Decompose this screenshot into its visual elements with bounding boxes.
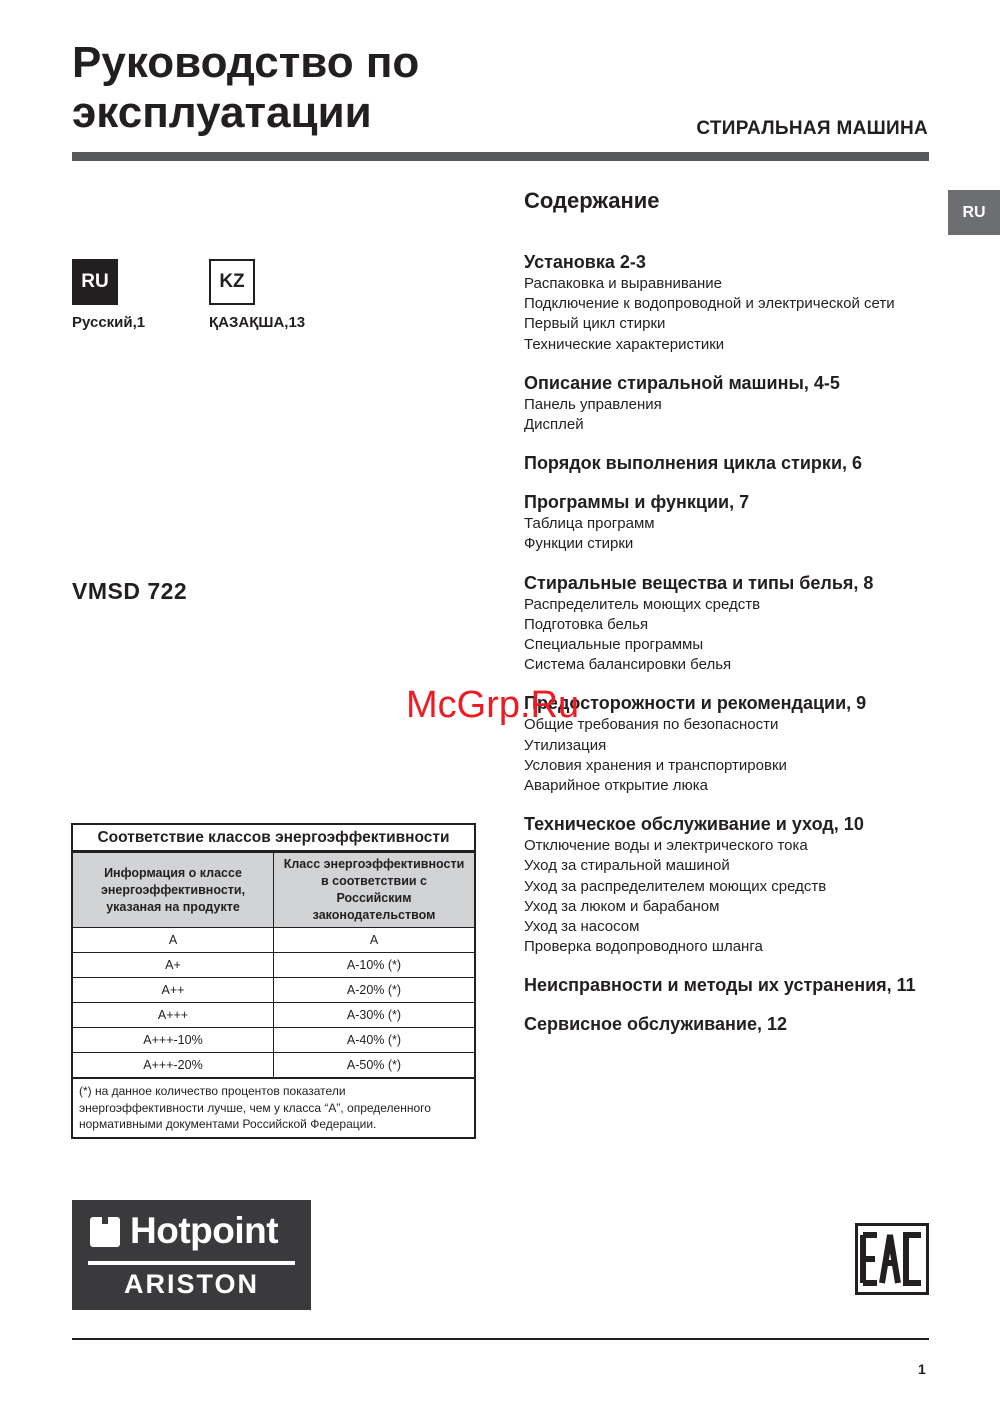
header-rule: [72, 152, 929, 161]
toc-item[interactable]: Уход за насосом: [524, 918, 640, 936]
watermark-text: McGrp.Ru: [406, 684, 580, 726]
energy-cell: A+++-20%: [73, 1053, 274, 1079]
toc-item[interactable]: Специальные программы: [524, 636, 704, 654]
toc-section: [524, 453, 934, 474]
toc-section-title[interactable]: Порядок выполнения цикла стирки, 6: [524, 453, 863, 474]
energy-cell: A-10% (*): [274, 953, 475, 978]
toc-section-title[interactable]: Техническое обслуживание и уход, 10: [524, 814, 864, 835]
energy-header-russian: Класс энергоэффективности в соответствии с Российским законодательством: [274, 853, 475, 928]
language-badge-ru[interactable]: RU: [72, 259, 118, 305]
logo-text-ariston: ARISTON: [123, 1269, 259, 1299]
toc-section-title[interactable]: Программы и функции, 7: [524, 492, 750, 513]
energy-cell: A: [73, 928, 274, 953]
model-name: VMSD 722: [72, 578, 188, 604]
toc-section-title[interactable]: Предосторожности и рекомендации, 9: [524, 693, 867, 714]
toc-item[interactable]: Утилизация: [524, 736, 607, 754]
toc-section-title[interactable]: Неисправности и методы их устранения, 11: [524, 975, 916, 996]
toc-item[interactable]: Технические характеристики: [524, 335, 725, 353]
table-row: [73, 1053, 474, 1079]
toc-section: [524, 252, 934, 355]
energy-cell: A-20% (*): [274, 978, 475, 1003]
table-row: [73, 928, 474, 953]
toc-section-title[interactable]: Установка 2-3: [524, 252, 646, 272]
energy-cell: A-30% (*): [274, 1003, 475, 1028]
energy-cell: A+++-10%: [73, 1028, 274, 1053]
toc-heading: Содержание: [524, 188, 660, 213]
toc-item[interactable]: Таблица программ: [524, 515, 655, 533]
title-line-1: Руководство по: [72, 38, 420, 87]
document-subtitle: СТИРАЛЬНАЯ МАШИНА: [696, 118, 928, 139]
table-of-contents: [524, 252, 934, 1053]
toc-item[interactable]: Уход за люком и барабаном: [524, 897, 720, 915]
toc-section: [524, 975, 934, 996]
logo-divider: [88, 1261, 295, 1265]
toc-section-title[interactable]: Описание стиральной машины, 4-5: [524, 372, 840, 393]
toc-section: [524, 492, 934, 554]
table-row: [73, 1028, 474, 1053]
energy-header-product: Информация о классе энергоэффективности, указаная на продукте: [73, 853, 274, 928]
toc-section: [524, 573, 934, 676]
energy-cell: A-50% (*): [274, 1053, 475, 1079]
toc-section-title[interactable]: Сервисное обслуживание, 12: [524, 1014, 787, 1035]
toc-item[interactable]: Аварийное открытие люка: [524, 777, 708, 795]
toc-item[interactable]: Уход за стиральной машиной: [524, 857, 730, 875]
energy-class-table: [71, 823, 476, 1139]
energy-table-note: (*) на данное количество процентов показатели энергоэффективности лучше, чем у класса “A”, определенного нормативными документами Российской Федерации.: [79, 1084, 431, 1131]
toc-item[interactable]: Условия хранения и транспортировки: [524, 756, 787, 774]
toc-item[interactable]: Уход за распределителем моющих средств: [524, 877, 827, 895]
toc-section: [524, 693, 934, 796]
toc-item[interactable]: Распаковка и выравнивание: [524, 275, 723, 292]
toc-section: [524, 373, 934, 435]
language-caption-ru[interactable]: Русский,1: [72, 314, 146, 331]
toc-section: [524, 814, 934, 957]
toc-item[interactable]: Распределитель моющих средств: [524, 595, 761, 613]
toc-item[interactable]: Подготовка белья: [524, 615, 649, 633]
footer-rule: [72, 1338, 929, 1340]
toc-item[interactable]: Проверка водопроводного шланга: [524, 938, 763, 956]
table-row: [73, 978, 474, 1003]
energy-cell: A+++: [73, 1003, 274, 1028]
language-caption-kz[interactable]: ҚАЗАҚША,13: [209, 314, 306, 331]
eac-certification-icon: [855, 1223, 929, 1295]
toc-item[interactable]: Дисплей: [524, 416, 584, 434]
toc-item[interactable]: Первый цикл стирки: [524, 315, 666, 333]
energy-cell: A++: [73, 978, 274, 1003]
toc-item[interactable]: Отключение воды и электрического тока: [524, 837, 808, 855]
toc-item[interactable]: Панель управления: [524, 395, 662, 413]
energy-cell: A-40% (*): [274, 1028, 475, 1053]
toc-item[interactable]: Общие требования по безопасности: [524, 716, 779, 734]
toc-item[interactable]: Подключение к водопроводной и электрической сети: [524, 295, 895, 313]
toc-section: [524, 1014, 934, 1035]
toc-item[interactable]: Система балансировки белья: [524, 656, 732, 674]
language-badge-kz[interactable]: KZ: [209, 259, 255, 305]
table-row: [73, 953, 474, 978]
title-line-2: эксплуатации: [72, 88, 372, 137]
toc-item[interactable]: Функции стирки: [524, 535, 634, 553]
energy-cell: A: [274, 928, 475, 953]
hotpoint-square-icon: [90, 1217, 120, 1247]
hotpoint-ariston-logo: [72, 1200, 311, 1310]
energy-table-caption: Соответствие классов энергоэффективности: [73, 825, 474, 852]
logo-text-hotpoint: Hotpoint: [130, 1210, 279, 1251]
table-row: [73, 1003, 474, 1028]
language-side-tab: RU: [948, 190, 1000, 235]
energy-cell: A+: [73, 953, 274, 978]
toc-section-title[interactable]: Стиральные вещества и типы белья, 8: [524, 572, 874, 593]
page-title: [72, 38, 419, 138]
page-number: 1: [918, 1361, 926, 1377]
